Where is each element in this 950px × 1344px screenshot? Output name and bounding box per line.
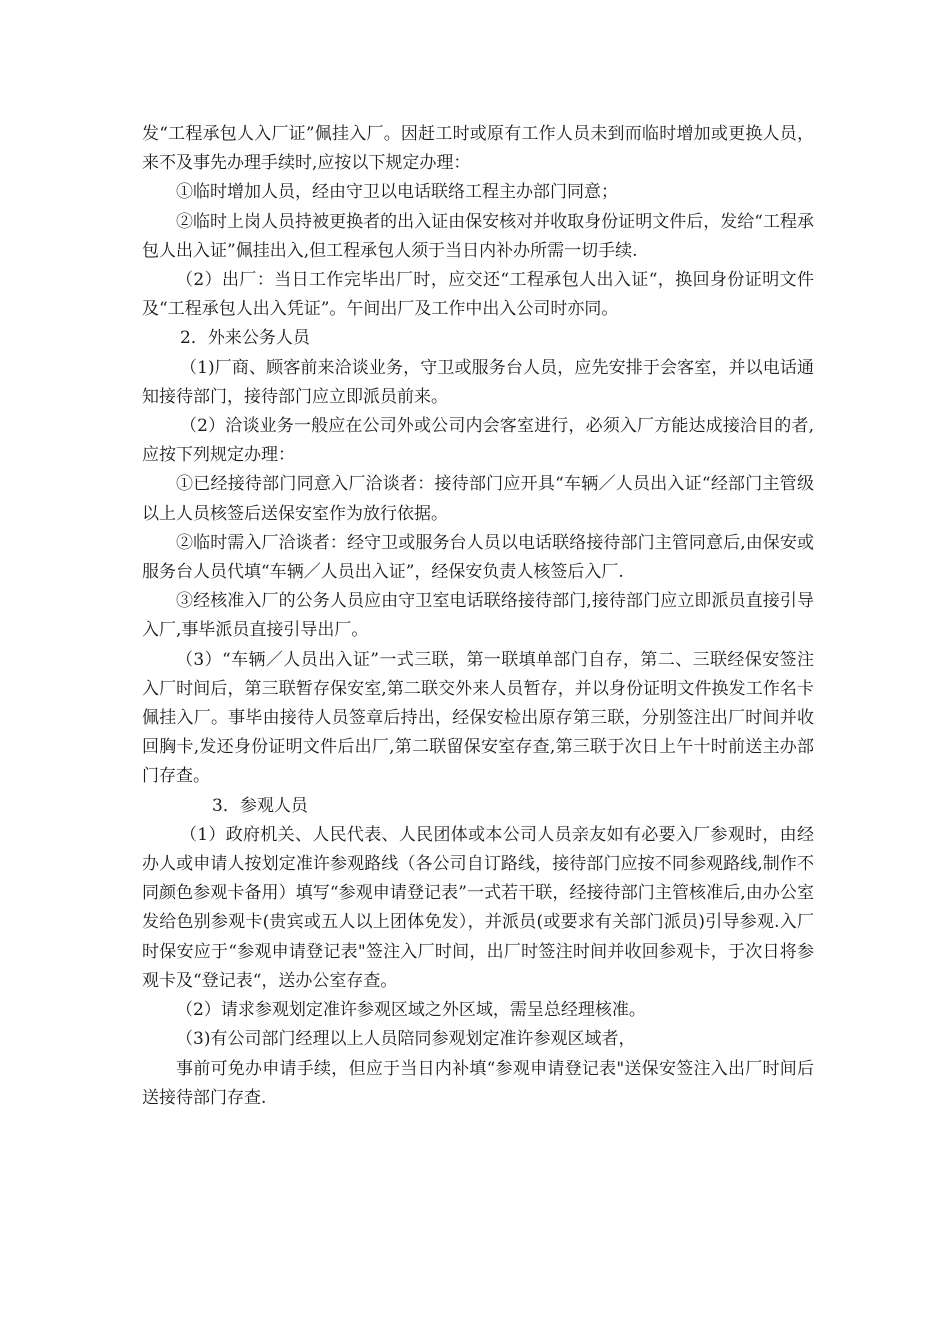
paragraph-continuation: 发“工程承包人入厂证”佩挂入厂。因赶工时或原有工作人员未到而临时增加或更换人员，来不及事先办理手续时,应按以下规定办理：	[142, 124, 814, 174]
paragraph-business-negotiation: （2）洽谈业务一般应在公司外或公司内会客室进行，必须入厂方能达成接洽目的者,应按下列规定办理：	[142, 416, 814, 466]
paragraph-item-temporary-entry: ②临时需入厂洽谈者：经守卫或服务台人员以电话联络接待部门主管同意后,由保安或服务台人员代填“车辆／人员出入证”，经保安负责人核签后入厂.	[142, 532, 814, 583]
section-heading-visitors-business: 2．外来公务人员	[180, 328, 310, 349]
paragraph-tour-restricted-area: （2）请求参观划定准许参观区域之外区域，需呈总经理核准。	[176, 1000, 646, 1021]
paragraph-business-reception: （1)厂商、顾客前来洽谈业务，守卫或服务台人员，应先安排于会客室，并以电话通知接待部门，接待部门应立即派员前来。	[142, 357, 814, 407]
paragraph-item-temporary-add: ①临时增加人员，经由守卫以电话联络工程主办部门同意；	[176, 182, 618, 203]
paragraph-pass-triplicate: （3）“车辆／人员出入证”一式三联，第一联填单部门自存，第二、三联经保安签注入厂时间后，第三联暂存保安室,第二联交外来人员暂存，并以身份证明文件换发工作名卡佩挂入厂。事毕由接待人员签章后持出，经保安检出原存第三联，分别签注出厂时间并收回胸卡,发还身份证明文件后出厂,第二联留保安室存查,第三联于次日上午十时前送主办部门存查。	[142, 649, 814, 787]
paragraph-exit-rule: （2）出厂：当日工作完毕出厂时，应交还“工程承包人出入证“，换回身份证明文件及“工程承包人出入凭证”。午间出厂及工作中出入公司时亦同。	[142, 270, 814, 320]
document-body	[142, 120, 814, 1113]
paragraph-tour-accompanied: （3)有公司部门经理以上人员陪同参观划定准许参观区域者，	[176, 1029, 636, 1050]
paragraph-item-approved-entry: ①已经接待部门同意入厂洽谈者：接待部门应开具“车辆／人员出入证“经部门主管级以上人员核签后送保安室作为放行依据。	[142, 474, 814, 524]
paragraph-item-guided-entry: ③经核准入厂的公务人员应由守卫室电话联络接待部门,接待部门应立即派员直接引导入厂,事毕派员直接引导出厂。	[142, 591, 814, 641]
paragraph-item-temporary-replace: ②临时上岗人员持被更换者的出入证由保安核对并收取身份证明文件后，发给“工程承包人出入证”佩挂出入,但工程承包人须于当日内补办所需一切手续.	[142, 211, 814, 261]
paragraph-tour-exemption: 事前可免办申请手续，但应于当日内补填“参观申请登记表"送保安签注入出厂时间后送接待部门存查.	[142, 1058, 814, 1108]
section-heading-visitors-tour: 3．参观人员	[212, 795, 308, 816]
paragraph-tour-application: （1）政府机关、人民代表、人民团体或本公司人员亲友如有必要入厂参观时，由经办人或申请人按划定准许参观路线（各公司自订路线，接待部门应按不同参观路线,制作不同颜色参观卡备用）填写“参观申请登记表”一式若干联，经接待部门主管核准后,由办公室发给色别参观卡(贵宾或五人以上团体免发），并派员(或要求有关部门派员)引导参观.入厂时保安应于“参观申请登记表"签注入厂时间，出厂时签注时间并收回参观卡，于次日将参观卡及“登记表“，送办公室存查。	[142, 824, 814, 991]
